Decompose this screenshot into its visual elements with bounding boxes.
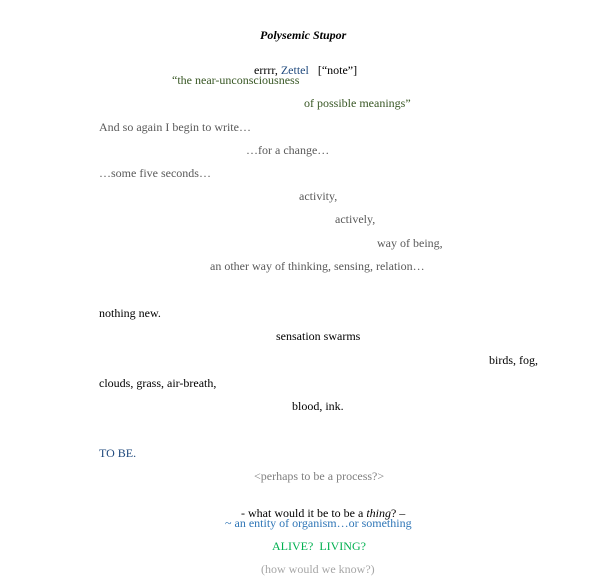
stanza1-line-1: And so again I begin to write… — [99, 120, 251, 134]
quote-line-2: of possible meanings” — [304, 96, 411, 110]
stanza2-line-2: sensation swarms — [276, 329, 361, 343]
subtitle-errr: errrr, — [254, 63, 278, 77]
stanza3-line-3-pre: - what would it be to be a — [241, 506, 367, 520]
poem-title: Polysemic Stupor — [260, 28, 347, 42]
stanza2-line-3: birds, fog, — [489, 353, 538, 367]
stanza2-line-4: clouds, grass, air-breath, — [99, 376, 217, 390]
stanza3-line-2: <perhaps to be a process?> — [254, 469, 385, 483]
stanza3-line-5: ALIVE? LIVING? — [272, 539, 366, 553]
stanza3-line-1: TO BE. — [99, 446, 137, 460]
stanza1-line-4: activity, — [299, 189, 338, 203]
stanza1-line-3: …some five seconds… — [99, 166, 211, 180]
stanza2-line-1: nothing new. — [99, 306, 161, 320]
quote-line-1: “the near-unconsciousness — [172, 73, 300, 87]
stanza3-line-4: ~ an entity of organism…or something — [225, 516, 412, 530]
stanza1-line-5: actively, — [335, 212, 376, 226]
stanza3-line-6: (how would we know?) — [261, 562, 375, 576]
stanza1-line-7: an other way of thinking, sensing, relation… — [210, 259, 425, 273]
stanza1-line-6: way of being, — [377, 236, 443, 250]
stanza3-line-3-italic: thing — [366, 506, 391, 520]
subtitle-zettel: Zettel — [280, 63, 309, 77]
stanza2-line-5: blood, ink. — [292, 399, 344, 413]
stanza3-line-3-post: ? – — [390, 506, 406, 520]
subtitle-note: [“note”] — [317, 63, 358, 77]
stanza1-line-2: …for a change… — [246, 143, 330, 157]
